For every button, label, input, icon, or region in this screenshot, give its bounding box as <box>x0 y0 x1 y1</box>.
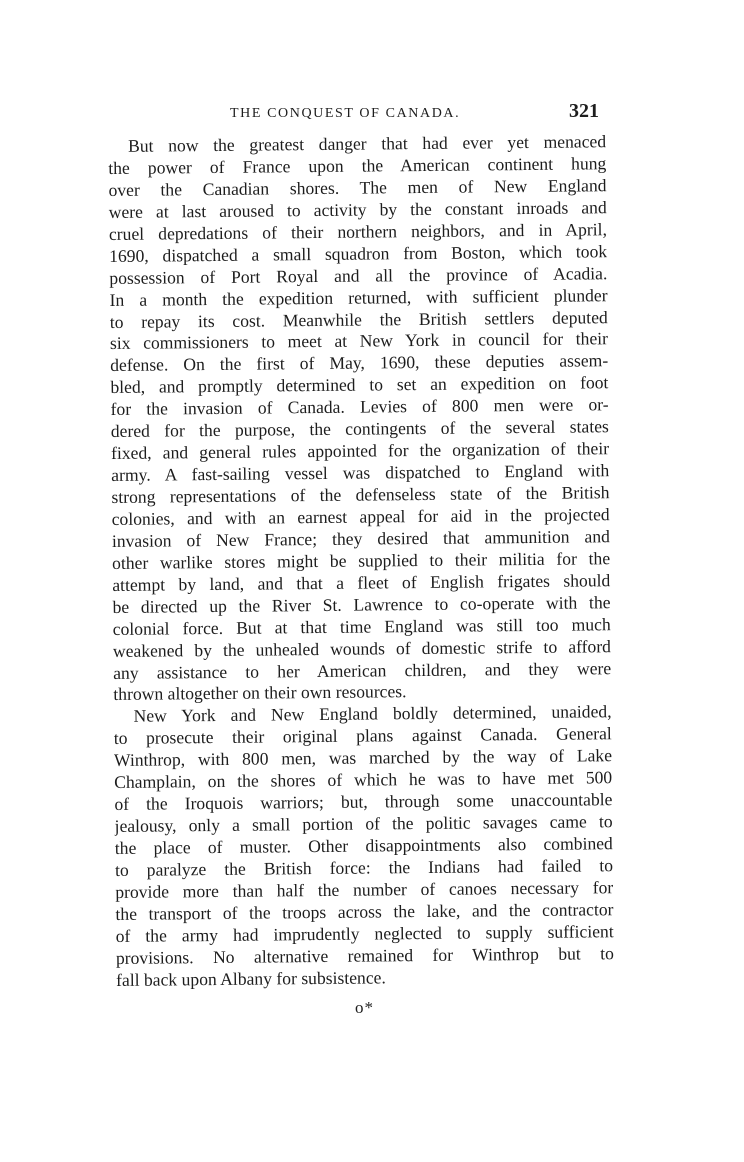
text-line: were at last aroused to activity by the constant inroads and <box>108 197 607 222</box>
text-line: invasion of New France; they desired that ammunition and <box>111 526 610 551</box>
text-line: the place of muster. Other disappointments also combined <box>114 833 613 858</box>
text-line: bled, and promptly determined to set an expedition on foot <box>110 372 609 398</box>
text-line: of the Iroquois warriors; but, through some unaccountable <box>114 789 613 815</box>
text-line: New York and New England boldly determined, unaided, <box>133 701 612 727</box>
text-line: colonial force. But at that time England was still too much <box>112 613 611 639</box>
text-line: defense. On the first of May, 1690, these deputies assem- <box>110 350 609 376</box>
page-number: 321 <box>569 100 599 122</box>
text-line: other warlike stores might be supplied to their militia for the <box>112 548 611 573</box>
text-line: thrown altogether on their own resources. <box>113 681 407 705</box>
text-line: 1690, dispatched a small squadron from Boston, which took <box>109 240 608 266</box>
text-line: to repay its cost. Meanwhile the British settlers deputed <box>109 306 608 332</box>
text-line: to paralyze the British force: the Indians had failed to <box>114 855 614 880</box>
text-line: strong representations of the defenseless state of the British <box>111 482 610 507</box>
text-line: possession of Port Royal and all the province of Acadia. <box>109 262 608 288</box>
text-line: the power of France upon the American continent hung <box>108 153 607 178</box>
text-line: cruel depredations of their northern neighbors, and in April, <box>108 218 608 244</box>
text-line: colonies, and with an earnest appeal for aid in the projected <box>111 504 610 529</box>
text-line: attempt by land, and that a fleet of English frigates should <box>112 569 611 595</box>
text-line: fixed, and general rules appointed for the organization of their <box>110 438 610 464</box>
text-line: But now the greatest danger that had ever yet menaced <box>127 131 607 156</box>
body-text <box>108 131 614 991</box>
text-line: fall back upon Albany for subsistence. <box>116 966 386 990</box>
text-line: provide more than half the number of canoes necessary for <box>115 877 614 902</box>
text-line: for the invasion of Canada. Levies of 800 men were or- <box>110 394 609 420</box>
text-line: army. A fast-sailing vessel was dispatched to England with <box>111 460 610 486</box>
text-line: the transport of the troops across the lake, and the contractor <box>115 898 614 924</box>
text-line: any assistance to her American children, and they were <box>113 657 612 683</box>
text-line: to prosecute their original plans against Canada. General <box>113 723 612 749</box>
text-line: jealousy, only a small portion of the politic savages came to <box>114 811 613 837</box>
text-line: weakened by the unhealed wounds of domestic strife to afford <box>112 635 612 661</box>
text-line: be directed up the River St. Lawrence to co-operate with the <box>112 591 611 617</box>
text-line: of the army had imprudently neglected to supply sufficient <box>115 920 614 946</box>
running-head <box>108 100 603 130</box>
text-line: dered for the purpose, the contingents of the several states <box>110 416 609 442</box>
text-line: Winthrop, with 800 men, was marched by the way of Lake <box>113 745 613 771</box>
signature-mark: o* <box>355 998 374 1017</box>
text-line: over the Canadian shores. The men of New England <box>108 175 607 200</box>
running-title: THE CONQUEST OF CANADA. <box>230 106 461 121</box>
text-line: Champlain, on the shores of which he was to have met 500 <box>114 767 613 793</box>
text-line: provisions. No alternative remained for Winthrop but to <box>115 942 614 968</box>
text-line: six commissioners to meet at New York in council for their <box>109 328 609 354</box>
text-line: In a month the expedition returned, with sufficient plunder <box>109 284 608 310</box>
